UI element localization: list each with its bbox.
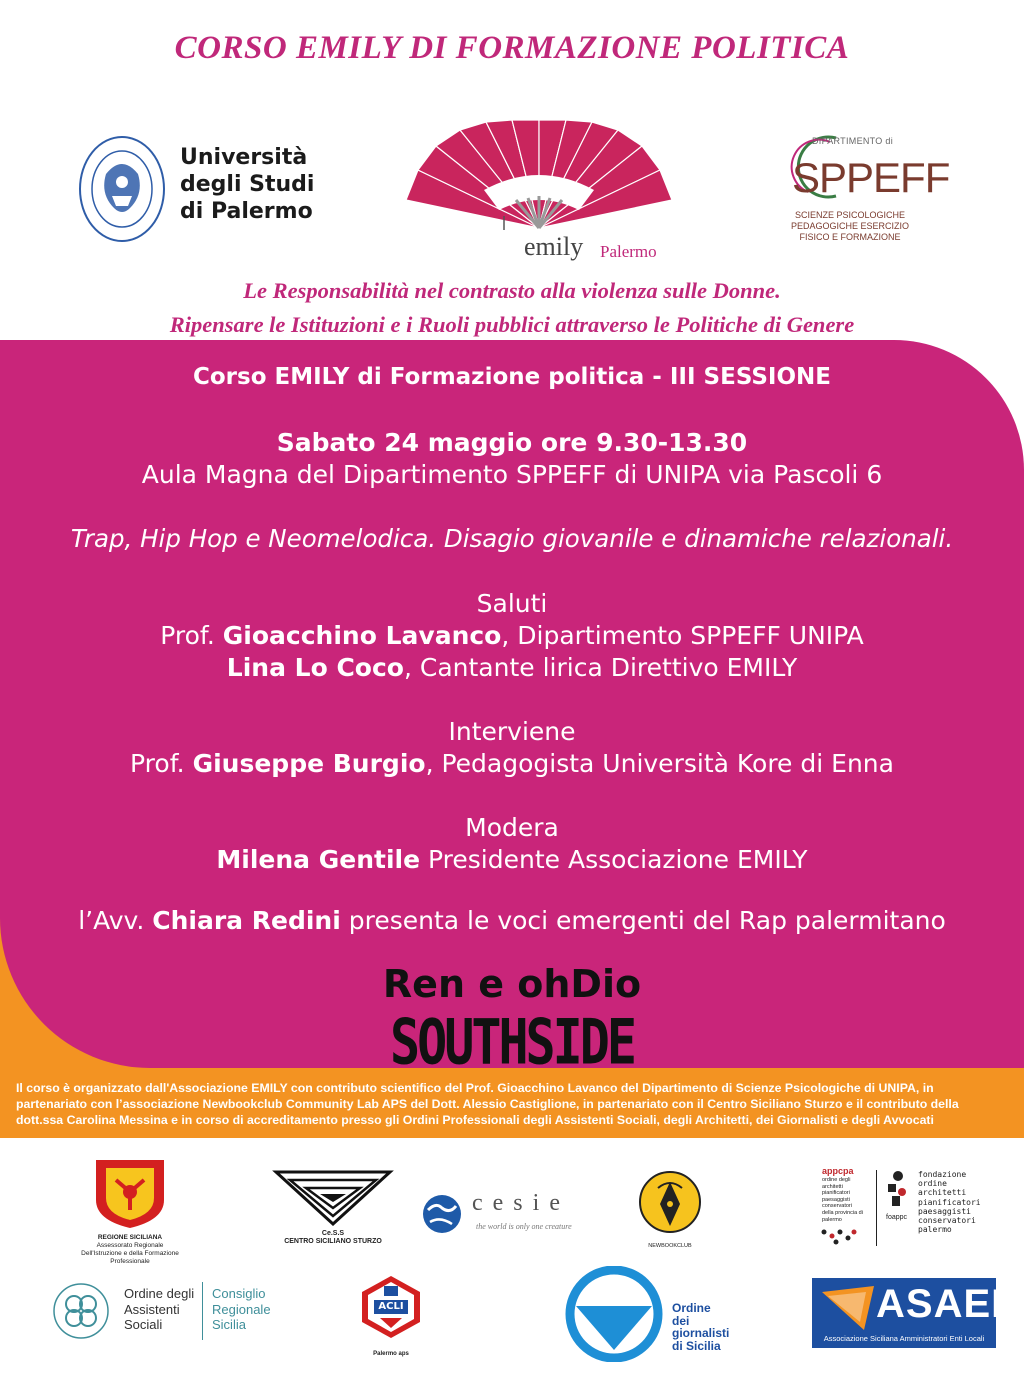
sppeff-sub-line: FISICO E FORMAZIONE (799, 232, 901, 242)
centro-sturzo-logo (268, 1170, 398, 1250)
acli-name: ACLI (378, 1301, 404, 1312)
interviene-speaker (0, 749, 1024, 778)
speaker-role: , Dipartimento SPPEFF UNIPA (501, 621, 864, 650)
ordine-assistenti-sociali-logo (52, 1278, 282, 1344)
sppeff-dept-label: DIPARTIMENTO di (812, 136, 894, 146)
sicily-map-icon (818, 1282, 878, 1334)
appcpa-line: palermo (822, 1216, 842, 1223)
acli-city: Palermo aps (373, 1351, 409, 1357)
foappc-line: ordine (918, 1179, 947, 1189)
cesie-tagline: the world is only one creature (476, 1222, 572, 1231)
artists-names: Ren e ohDio (382, 962, 642, 1006)
speaker-name: Gioacchino Lavanco (222, 621, 502, 650)
organizer-note: Il corso è organizzato dall'Associazione EMILY con contributo scientifico del Prof. Gioacchino Lavanco del Dipartimento di Scienze Psicologiche di UNIPA, in partenariato con l’associazione Newbookclub Community Lab APS del Dott. Alessio Castiglione, in partenariato con il Centro Siciliano Sturzo e il contributo della dott.ssa Carolina Messina e in corso di accreditamento presso gli Ordini Professionali degli Assistenti Sociali, degli Architetti, dei Giornalisti e degli Avvocati (16, 1081, 959, 1127)
cesie-globe-icon (420, 1192, 464, 1236)
appcpa-dots-icon (818, 1226, 862, 1248)
saluti-speaker-2 (0, 653, 1024, 682)
appcpa-line: ordine degli (822, 1177, 851, 1183)
appcpa-line: paesaggisti (822, 1196, 850, 1203)
cesie-name: c e s i e (472, 1190, 562, 1216)
speaker-prefix: Prof. (130, 749, 193, 778)
appcpa-line: della provincia di (822, 1209, 863, 1216)
rap-presentation (0, 906, 1024, 935)
unipa-logo (78, 134, 318, 244)
sppeff-logo (782, 132, 950, 248)
sppeff-name: SPPEFF (792, 154, 950, 201)
speaker-role: , Cantante lirica Direttivo EMILY (403, 653, 798, 682)
unipa-text-line: Università (180, 145, 308, 170)
subtitle-line-2: Ripensare le Istituzioni e i Ruoli pubblici attraverso le Politiche di Genere (169, 312, 855, 337)
southside-wordmark: SOUTHSIDE (390, 1006, 634, 1079)
oas-line: Assistenti (124, 1301, 180, 1317)
odg-line: di Sicilia (672, 1338, 721, 1353)
presentation-text: presenta le voci emergenti del Rap palermitano (340, 906, 946, 935)
ordine-giornalisti-logo (564, 1266, 754, 1362)
unipa-text-line: degli Studi (180, 172, 315, 197)
saluti-heading: Saluti (476, 589, 548, 618)
oas-line: Ordine degli (124, 1286, 195, 1301)
newbookclub-pen-icon (638, 1168, 702, 1238)
newbookclub-logo (638, 1168, 702, 1250)
foappc-mark-icon (886, 1168, 910, 1208)
modera-speaker (0, 845, 1024, 874)
foappc-line: conservatori (918, 1216, 976, 1226)
foappc-line: pianificatori (918, 1197, 981, 1207)
odg-line: Ordine (672, 1301, 711, 1315)
session-title: Corso EMILY di Formazione politica - III SESSIONE (193, 364, 831, 390)
appcpa-line: architetti (822, 1183, 843, 1190)
foappc-line: fondazione (918, 1170, 967, 1179)
regione-shield-icon (70, 1158, 190, 1230)
unipa-text-line: di Palermo (180, 199, 313, 224)
asael-sub: Associazione Siciliana Amministratori Enti Locali (823, 1334, 985, 1343)
cesie-logo (420, 1190, 620, 1240)
sppeff-sub-line: SCIENZE PSICOLOGICHE (794, 210, 906, 220)
event-venue: Aula Magna del Dipartimento SPPEFF di UNIPA via Pascoli 6 (141, 460, 883, 489)
odg-line: dei (672, 1313, 690, 1328)
oas-line: Sicilia (212, 1317, 246, 1332)
foappc-line: palermo (918, 1225, 952, 1235)
cess-triangle-icon (268, 1170, 398, 1226)
speaker-role: Presidente Associazione EMILY (420, 845, 808, 874)
foappc-line: paesaggisti (918, 1206, 971, 1216)
emily-logo (404, 120, 674, 268)
presenter-prefix: l’Avv. (78, 906, 153, 935)
sppeff-sub-line: PEDAGOGICHE ESERCIZIO (790, 221, 910, 231)
emily-wordmark: emily (524, 232, 584, 261)
speaker-name: Milena Gentile (216, 845, 421, 874)
emily-city: Palermo (600, 242, 657, 261)
appcpa-brand: appcpa (822, 1166, 854, 1176)
regione-line: Assessorato Regionale (96, 1242, 164, 1249)
appcpa-logo (814, 1166, 984, 1252)
oas-line: Consiglio (212, 1286, 266, 1301)
subtitle-line-1: Le Responsabilità nel contrasto alla violenza sulle Donne. (243, 278, 781, 303)
foappc-brand: foappc (886, 1214, 908, 1221)
modera-heading: Modera (465, 813, 559, 842)
oas-knot-icon (52, 1282, 110, 1340)
oas-line: Sociali (124, 1317, 163, 1332)
cess-name: CENTRO SICILIANO STURZO (284, 1238, 382, 1245)
event-date: Sabato 24 maggio ore 9.30-13.30 (276, 428, 748, 457)
interviene-heading: Interviene (448, 717, 576, 746)
odg-line: giornalisti (672, 1326, 730, 1340)
foappc-line: architetti (918, 1188, 967, 1198)
speaker-role: , Pedagogista Università Kore di Enna (425, 749, 894, 778)
oas-line: Regionale (212, 1301, 271, 1317)
regione-siciliana-logo (70, 1158, 190, 1265)
fan-icon (404, 120, 674, 232)
speaker-prefix: Prof. (160, 621, 223, 650)
asael-logo (812, 1278, 1017, 1348)
newbookclub-name: NEWBOOKCLUB (648, 1243, 692, 1249)
asael-name: ASAEL (876, 1282, 1017, 1326)
presenter-name: Chiara Redini (152, 906, 341, 935)
appcpa-line: pianificatori (822, 1190, 850, 1197)
saluti-speaker-1 (0, 621, 1024, 650)
speaker-name: Lina Lo Coco (226, 653, 404, 682)
cess-abbr: Ce.S.S (321, 1230, 345, 1237)
page-title: CORSO EMILY DI FORMAZIONE POLITICA (174, 30, 850, 66)
unipa-seal-icon (78, 134, 166, 244)
event-theme: Trap, Hip Hop e Neomelodica. Disagio giovanile e dinamiche relazionali. (70, 524, 954, 553)
speaker-name: Giuseppe Burgio (192, 749, 426, 778)
regione-name: REGIONE SICILIANA (97, 1234, 163, 1241)
acli-logo (358, 1274, 424, 1356)
appcpa-line: conservatori (822, 1203, 852, 1210)
regione-line: Dell'Istruzione e della Formazione Professionale (81, 1250, 179, 1265)
odg-circle-icon (564, 1266, 664, 1362)
